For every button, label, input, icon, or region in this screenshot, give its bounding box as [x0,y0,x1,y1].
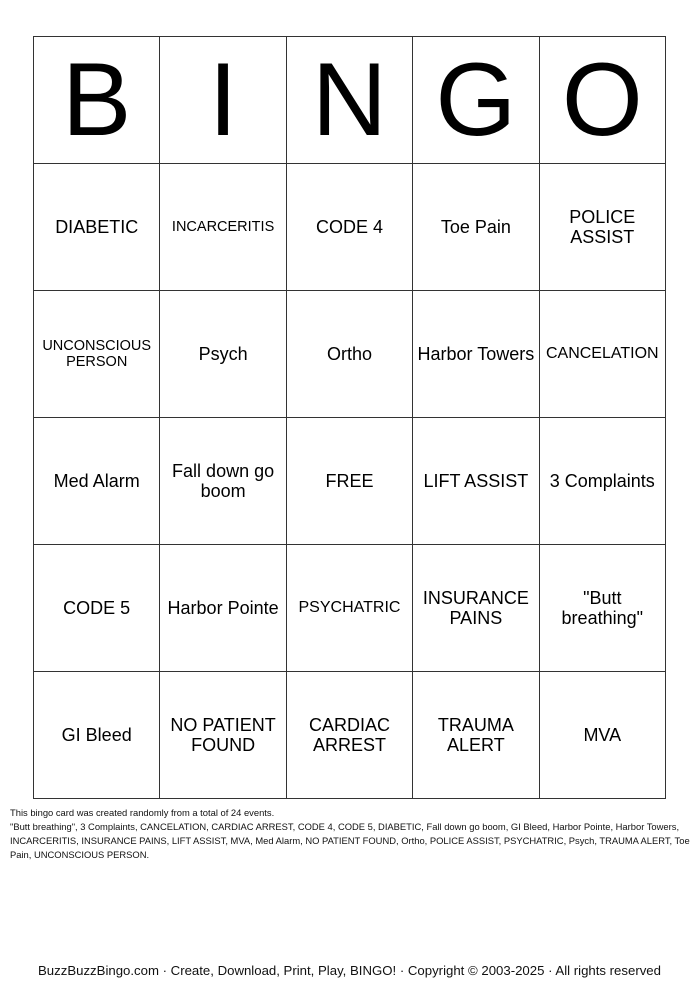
bingo-cell: Med Alarm [34,418,160,545]
bingo-cell: Fall down go boom [160,418,286,545]
bingo-cell: CARDIAC ARREST [286,672,412,799]
letter-b: B [62,42,132,158]
note-intro: This bingo card was created randomly from a total of 24 events. [10,807,275,818]
bingo-cell: Toe Pain [413,164,539,291]
card-row-3 [34,418,666,545]
bingo-cell: CODE 4 [286,164,412,291]
bingo-cell: "Butt breathing" [539,545,665,672]
bingo-cell: Harbor Towers [413,291,539,418]
letter-n: N [311,42,388,158]
bingo-cell: LIFT ASSIST [413,418,539,545]
bingo-cell: Psych [160,291,286,418]
header-letter-n [286,37,412,164]
bingo-cell: PSYCHATRIC [286,545,412,672]
bingo-cell: Ortho [286,291,412,418]
bingo-cell: DIABETIC [34,164,160,291]
letter-g: G [435,42,517,158]
bingo-cell: INCARCERITIS [160,164,286,291]
bingo-cell: 3 Complaints [539,418,665,545]
header-letter-b [34,37,160,164]
card-row-5 [34,672,666,799]
bingo-cell: CODE 5 [34,545,160,672]
card-row-2 [34,291,666,418]
letter-o: O [561,42,643,158]
header-letter-i [160,37,286,164]
bingo-cell: UNCONSCIOUS PERSON [34,291,160,418]
bingo-cell: POLICE ASSIST [539,164,665,291]
letter-i: I [208,42,238,158]
note-events: "Butt breathing", 3 Complaints, CANCELATION, CARDIAC ARREST, CODE 4, CODE 5, DIABETIC, Fall down go boom, GI Bleed, Harbor Pointe, Harbor Towers, INCARCERITIS, INSURANCE PAINS, LIFT ASSIST, MVA, Med Alarm, NO PATIENT FOUND, Ortho, POLICE ASSIST, PSYCHATRIC, Psych, TRAUMA ALERT, Toe Pain, UNCONSCIOUS PERSON. [10,821,690,860]
bingo-cell: NO PATIENT FOUND [160,672,286,799]
header-letter-o [539,37,665,164]
bingo-cell: INSURANCE PAINS [413,545,539,672]
header-row [34,37,666,164]
bingo-card [33,36,666,799]
bingo-cell: GI Bleed [34,672,160,799]
bingo-cell: MVA [539,672,665,799]
free-space-cell: FREE [286,418,412,545]
bingo-cell: Harbor Pointe [160,545,286,672]
card-row-1 [34,164,666,291]
card-row-4 [34,545,666,672]
header-letter-g [413,37,539,164]
event-list-note [10,806,690,862]
site-footer: BuzzBuzzBingo.com · Create, Download, Print, Play, BINGO! · Copyright © 2003-2025 · All rights reserved [38,963,661,978]
bingo-cell: CANCELATION [539,291,665,418]
bingo-cell: TRAUMA ALERT [413,672,539,799]
